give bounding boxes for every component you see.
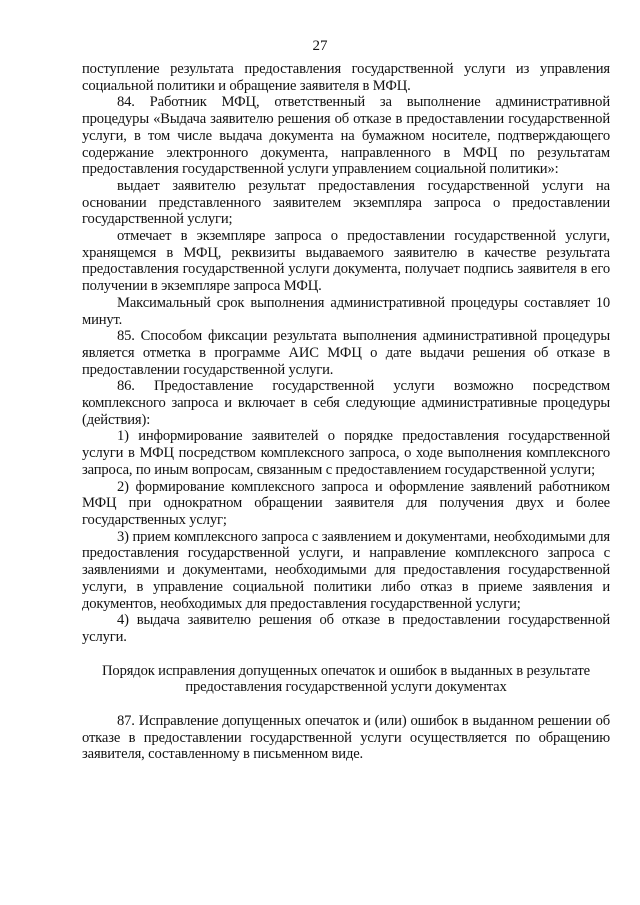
paragraph-continuation: поступление результата предоставления государственной услуги из управления социальной политики и обращение заявителя в МФЦ. [82, 61, 610, 94]
paragraph-issue-result: выдает заявителю результат предоставления государственной услуги на основании представленного заявителем экземпляра запроса о предоставлении государственной услуги; [82, 177, 610, 228]
paragraph-max-time: Максимальный срок выполнения административной процедуры составляет 10 минут. [82, 294, 610, 328]
paragraph-86: 86. Предоставление государственной услуги возможно посредством комплексного запроса и включает в себя следующие административные процедуры (действия): [82, 378, 610, 428]
list-item-3: 3) прием комплексного запроса с заявлением и документами, необходимыми для предоставления государственной услуги, и направление комплексного запроса с заявлениями и документами, необходимыми для предоставления государственной услуги, в управление социальной политики либо отказ в приеме заявления и документов, необходимых для предоставления государственной услуги; [82, 528, 610, 612]
paragraph-87: 87. Исправление допущенных опечаток и (или) ошибок в выданном решении об отказе в предоставлении государственной услуги осуществляется по обращению заявителя, составленному в письменном виде. [82, 713, 610, 763]
paragraph-85: 85. Способом фиксации результата выполнения административной процедуры является отметка в программе АИС МФЦ о дате выдачи решения об отказе в предоставлении государственной услуги. [82, 328, 610, 378]
document-body [82, 61, 610, 763]
list-item-2: 2) формирование комплексного запроса и оформление заявлений работником МФЦ при однократном обращении заявителя для получения двух и более государственных услуг; [82, 478, 610, 528]
list-item-4: 4) выдача заявителю решения об отказе в предоставлении государственной услуги. [82, 612, 610, 645]
paragraph-mark-details: отмечает в экземпляре запроса о предоставлении государственной услуги, хранящемся в МФЦ, реквизиты выдаваемого заявителю в качестве результата предоставления государственной услуги документа, получает подпись заявителя в его получении в экземпляре запроса МФЦ. [82, 228, 610, 295]
list-item-1: 1) информирование заявителей о порядке предоставления государственной услуги в МФЦ посредством комплексного запроса, о ходе выполнения комплексного запроса, по иным вопросам, связанным с предоставлением государственной услуги; [82, 428, 610, 478]
section-heading: Порядок исправления допущенных опечаток и ошибок в выданных в результате предоставления государственной услуги документах [102, 662, 590, 696]
paragraph-84: 84. Работник МФЦ, ответственный за выполнение административной процедуры «Выдача заявителю решения об отказе в предоставлении государственной услуги, в том числе выдача документа на бумажном носителе, подтверждающего содержание электронного документа, направленного в МФЦ по результатам предоставления государственной услуги управлением социальной политики»: [82, 94, 610, 178]
page-number: 27 [312, 38, 328, 54]
